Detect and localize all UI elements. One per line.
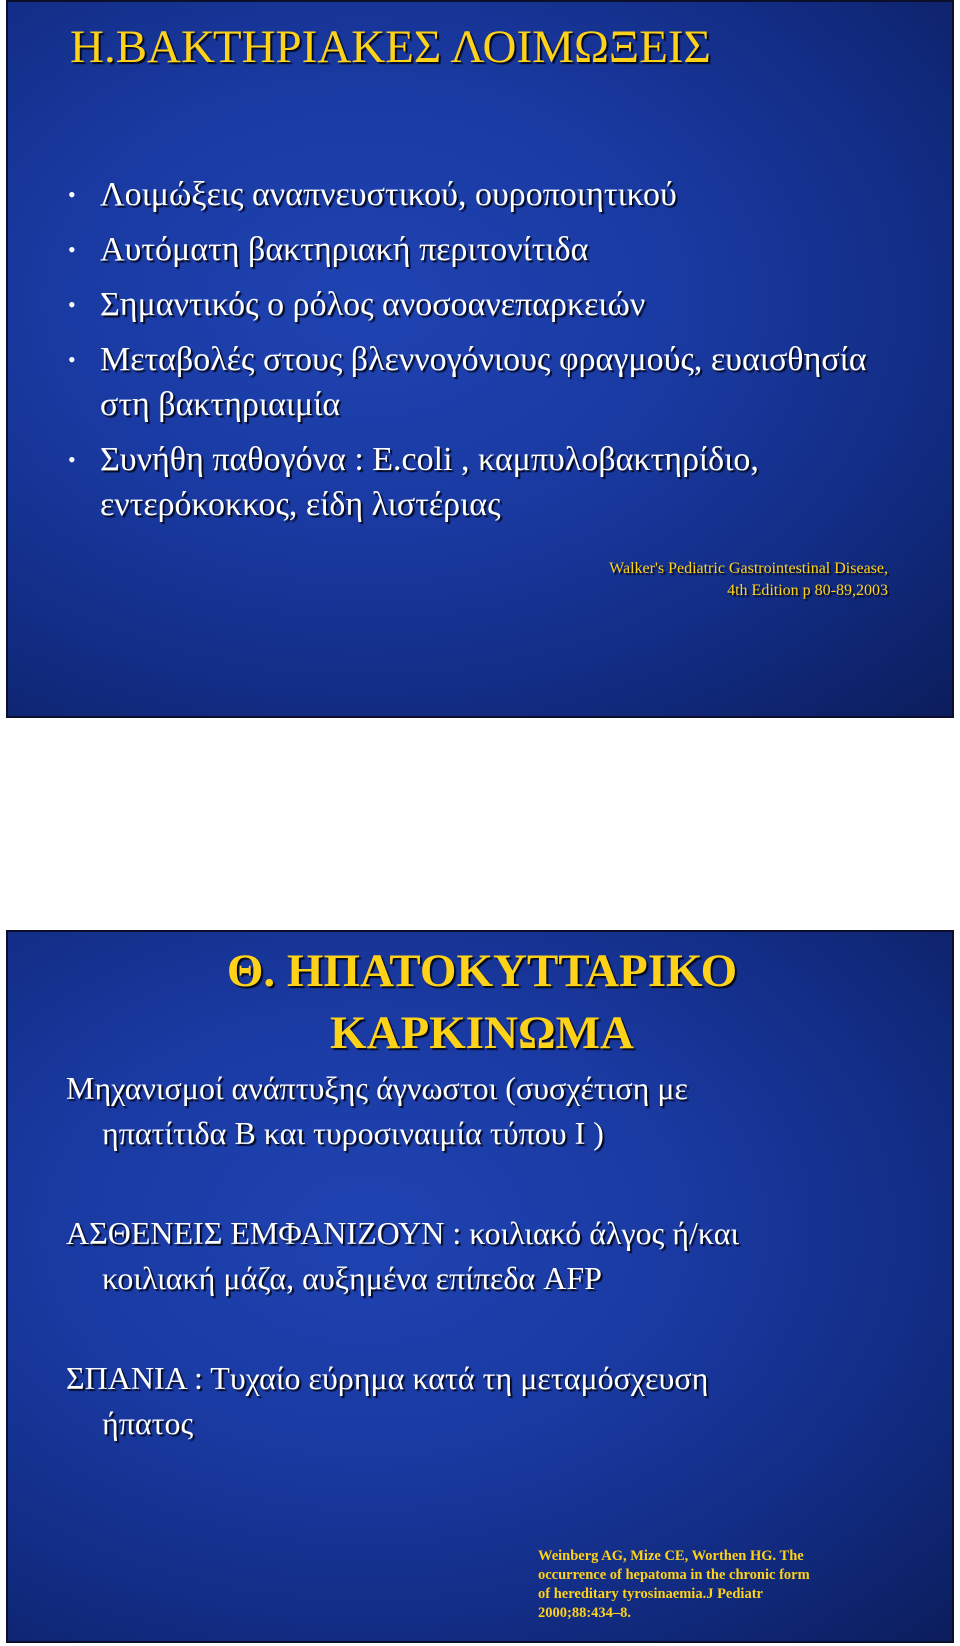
bullet-text: Αυτόματη βακτηριακή περιτονίτιδα: [100, 231, 589, 268]
bullet-icon: •: [68, 237, 76, 262]
bullet-text: Μεταβολές στους βλεννογόνιους φραγμούς, ευαισθησία στη βακτηριαιμία: [100, 341, 867, 423]
bullet-item: [8, 337, 900, 427]
paragraph-line: ΑΣΘΕΝΕΙΣ ΕΜΦΑΝΙΖΟΥΝ : κοιλιακό άλγος ή/και: [66, 1215, 740, 1251]
bullet-list: [8, 172, 954, 537]
paragraph-mechanism: [66, 1066, 886, 1156]
bullet-icon: •: [68, 292, 76, 317]
reference-citation: [538, 1547, 868, 1623]
paragraph-line: Μηχανισμοί ανάπτυξης άγνωστοι (συσχέτιση με: [66, 1070, 688, 1106]
reference-line: 2000;88:434–8.: [538, 1605, 632, 1621]
paragraph-line: κοιλιακή μάζα, αυξημένα επίπεδα AFP: [102, 1260, 602, 1296]
bullet-item: [8, 437, 900, 527]
slide-bacterial-infections: [6, 0, 954, 718]
bullet-icon: •: [68, 347, 76, 372]
paragraph-symptoms: [66, 1211, 886, 1301]
paragraph-rare: [66, 1356, 886, 1446]
slide-title: [8, 940, 954, 1064]
reference-line: Walker's Pediatric Gastrointestinal Disease,: [609, 560, 888, 577]
slide-title: Η.ΒΑΚΤΗΡΙΑΚΕΣ ΛΟΙΜΩΞΕΙΣ: [70, 21, 711, 73]
bullet-icon: •: [68, 182, 76, 207]
reference-line: of hereditary tyrosinaemia.J Pediatr: [538, 1586, 763, 1602]
reference-line: Weinberg AG, Mize CE, Worthen HG. The: [538, 1548, 804, 1564]
bullet-item: [8, 172, 900, 217]
title-line: Θ. ΗΠΑΤΟΚΥΤΤΑΡΙΚΟ: [226, 945, 738, 997]
bullet-text: Λοιμώξεις αναπνευστικού, ουροποιητικού: [100, 176, 677, 213]
bullet-text: Συνήθη παθογόνα : E.coli , καμπυλοβακτηρίδιο, εντερόκοκκος, είδη λιστέριας: [100, 441, 759, 523]
paragraph-line: ΣΠΑΝΙΑ : Τυχαίο εύρημα κατά τη μεταμόσχευση: [66, 1360, 709, 1396]
title-line: ΚΑΡΚΙΝΩΜΑ: [330, 1007, 634, 1059]
paragraph-line: ήπατος: [102, 1405, 194, 1441]
reference-citation: [488, 558, 888, 602]
paragraph-line: ηπατίτιδα Β και τυροσιναιμία τύπου Ι ): [102, 1115, 604, 1151]
bullet-item: [8, 227, 900, 272]
bullet-item: [8, 282, 900, 327]
slide-hepatocellular-carcinoma: [6, 930, 954, 1643]
bullet-icon: •: [68, 447, 76, 472]
reference-line: 4th Edition p 80-89,2003: [727, 582, 888, 599]
bullet-text: Σημαντικός ο ρόλος ανοσοανεπαρκειών: [100, 286, 646, 323]
reference-line: occurrence of hepatoma in the chronic form: [538, 1567, 810, 1583]
